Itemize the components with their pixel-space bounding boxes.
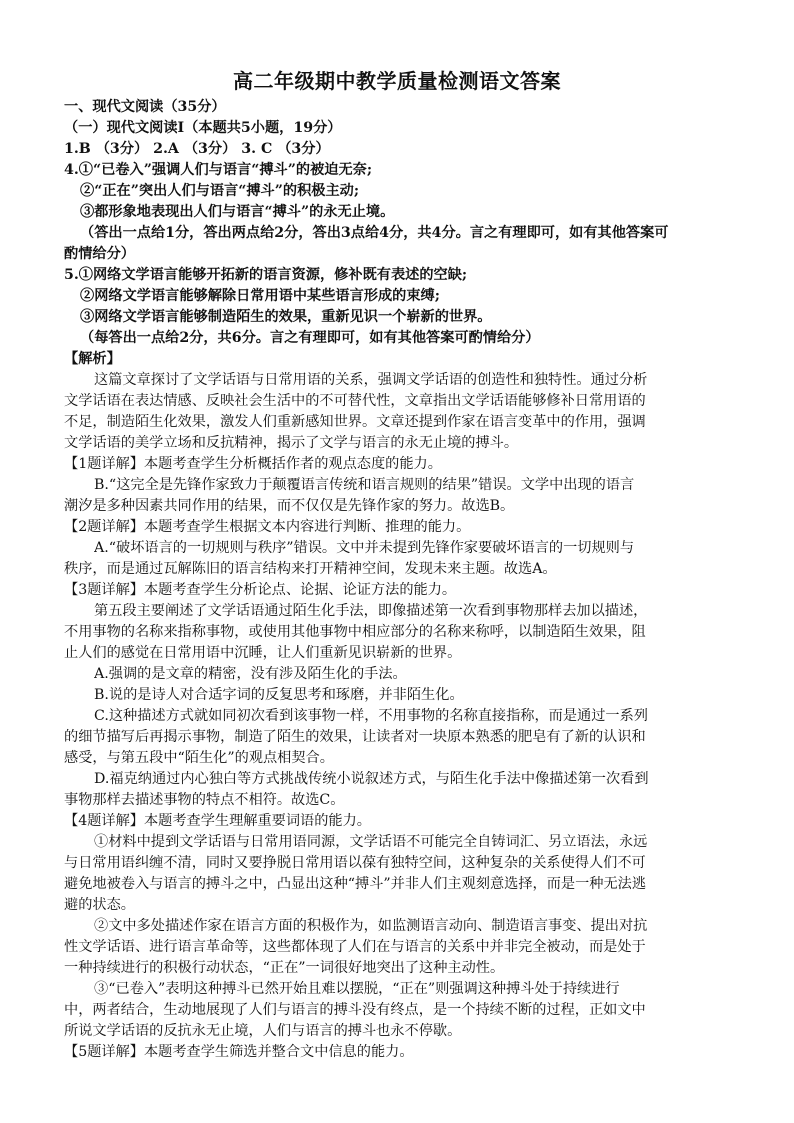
answer-line: （答出一点给1分，答出两点给2分，答出3点给4分，共4分。言之有理即可，如有其他答案可	[80, 225, 669, 241]
paragraph-line: 秩序，而是通过瓦解陈旧的语言结构来打开精神空间，发现未来主题。故选A。	[64, 561, 557, 577]
answer-line: 5.①网络文学语言能够开拓新的语言资源，修补既有表述的空缺;	[64, 267, 468, 283]
paragraph-line: C.这种描述方式就如同初次看到该事物一样，不用事物的名称直接指称，而是通过一系列	[94, 708, 648, 724]
paragraph-line: 文学话语的美学立场和反抗精神，揭示了文学与语言的永无止境的搏斗。	[64, 435, 519, 451]
paragraph-line: 不足，制造陌生化效果，激发人们重新感知世界。文章还提到作家在语言变革中的作用，强调	[64, 414, 646, 430]
question-explanation-heading: 【2题详解】本题考查学生根据文本内容进行判断、推理的能力。	[64, 519, 471, 535]
answer-line: （每答出一点给2分，共6分。言之有理即可，如有其他答案可酌情给分）	[80, 330, 540, 346]
paragraph-line: 感受，与第五段中“陌生化”的观点相契合。	[64, 750, 334, 766]
paragraph-line: 第五段主要阐述了文学话语通过陌生化手法，即像描述第一次看到事物那样去加以描述，	[94, 603, 648, 619]
answer-line: 1.B （3分） 2.A （3分） 3. C （3分）	[64, 141, 330, 157]
paragraph-line: ①材料中提到文学话语与日常用语同源，文学话语不可能完全自铸词汇、另立语法，永远	[94, 834, 648, 850]
section-heading: 一、现代文阅读（35分）	[64, 99, 226, 115]
paragraph-line: 避免地被卷入与语言的搏斗之中，凸显出这种“搏斗”并非人们主观刻意选择，而是一种无法逃	[64, 876, 647, 892]
paragraph-line: 止人们的感觉在日常用语中沉睡，让人们重新见识崭新的世界。	[64, 645, 462, 661]
answer-line: 4.①“已卷入”强调人们与语言“搏斗”的被迫无奈;	[64, 162, 373, 178]
paragraph-line: ②文中多处描述作家在语言方面的积极作为，如监测语言动向、制造语言事变、提出对抗	[94, 918, 648, 934]
paragraph-line: A.“破坏语言的一切规则与秩序”错误。文中并未提到先锋作家要破坏语言的一切规则与	[94, 540, 635, 556]
analysis-heading: 【解析】	[64, 351, 121, 367]
paragraph-line: 与日常用语纠缠不清，同时又要挣脱日常用语以葆有独特空间，这种复杂的关系使得人们不可	[64, 855, 646, 871]
document-title: 高二年级期中教学质量检测语文答案	[233, 69, 561, 93]
paragraph-line: 事物那样去描述事物的特点不相符。故选C。	[64, 792, 345, 808]
answer-line: ③都形象地表现出人们与语言“搏斗”的永无止境。	[80, 204, 395, 220]
answer-line: ②“正在”突出人们与语言“搏斗”的积极主动;	[80, 183, 360, 199]
paragraph-line: 这篇文章探讨了文学话语与日常用语的关系，强调文学话语的创造性和独特性。通过分析	[94, 372, 648, 388]
paragraph-line: D.福克纳通过内心独白等方式挑战传统小说叙述方式，与陌生化手法中像描述第一次看到	[94, 771, 649, 787]
paragraph-line: 的细节描写后再揭示事物，制造了陌生的效果，让读者对一块原本熟悉的肥皂有了新的认识和	[64, 729, 646, 745]
paragraph-line: ③“已卷入”表明这种搏斗已然开始且难以摆脱，“正在”则强调这种搏斗处于持续进行	[94, 981, 620, 997]
question-explanation-heading: 【3题详解】本题考查学生分析论点、论据、论证方法的能力。	[64, 582, 457, 598]
subsection-heading: （一）现代文阅读Ⅰ（本题共5小题，19分）	[64, 120, 342, 136]
paragraph-line: 文学话语在表达情感、反映社会生活中的不可替代性，文章指出文学话语能够修补日常用语的	[64, 393, 646, 409]
answer-line: ②网络文学语言能够解除日常用语中某些语言形成的束缚;	[80, 288, 440, 304]
paragraph-line: B.“这完全是先锋作家致力于颠覆语言传统和语言规则的结果”错误。文学中出现的语言	[94, 477, 635, 493]
paragraph-line: A.强调的是文章的精密，没有涉及陌生化的手法。	[94, 666, 407, 682]
paragraph-line: 不用事物的名称来指称事物，或使用其他事物中相应部分的名称来称呼，以制造陌生效果，阻	[64, 624, 646, 640]
paragraph-line: 避的状态。	[64, 897, 135, 913]
answer-line: ③网络文学语言能够制造陌生的效果，重新见识一个崭新的世界。	[80, 309, 492, 325]
paragraph-line: 中，两者结合，生动地展现了人们与语言的搏斗没有终点，是一个持续不断的过程，正如文中	[64, 1002, 646, 1018]
question-explanation-heading: 【4题详解】本题考查学生理解重要词语的能力。	[64, 813, 371, 829]
question-explanation-heading: 【5题详解】本题考查学生筛选并整合文中信息的能力。	[64, 1044, 414, 1060]
paragraph-line: 一种持续进行的积极行动状态，“正在”一词很好地突出了这种主动性。	[64, 960, 505, 976]
question-explanation-heading: 【1题详解】本题考查学生分析概括作者的观点态度的能力。	[64, 456, 442, 472]
paragraph-line: 潮汐是多种因素共同作用的结果，而不仅仅是先锋作家的努力。故选B。	[64, 498, 515, 514]
paragraph-line: 所说文学话语的反抗永无止境，人们与语言的搏斗也永不停歇。	[64, 1023, 462, 1039]
answer-line: 酌情给分）	[64, 246, 135, 262]
paragraph-line: 性文学话语、进行语言革命等，这些都体现了人们在与语言的关系中并非完全被动，而是处于	[64, 939, 646, 955]
paragraph-line: B.说的是诗人对合适字词的反复思考和琢磨，并非陌生化。	[94, 687, 464, 703]
